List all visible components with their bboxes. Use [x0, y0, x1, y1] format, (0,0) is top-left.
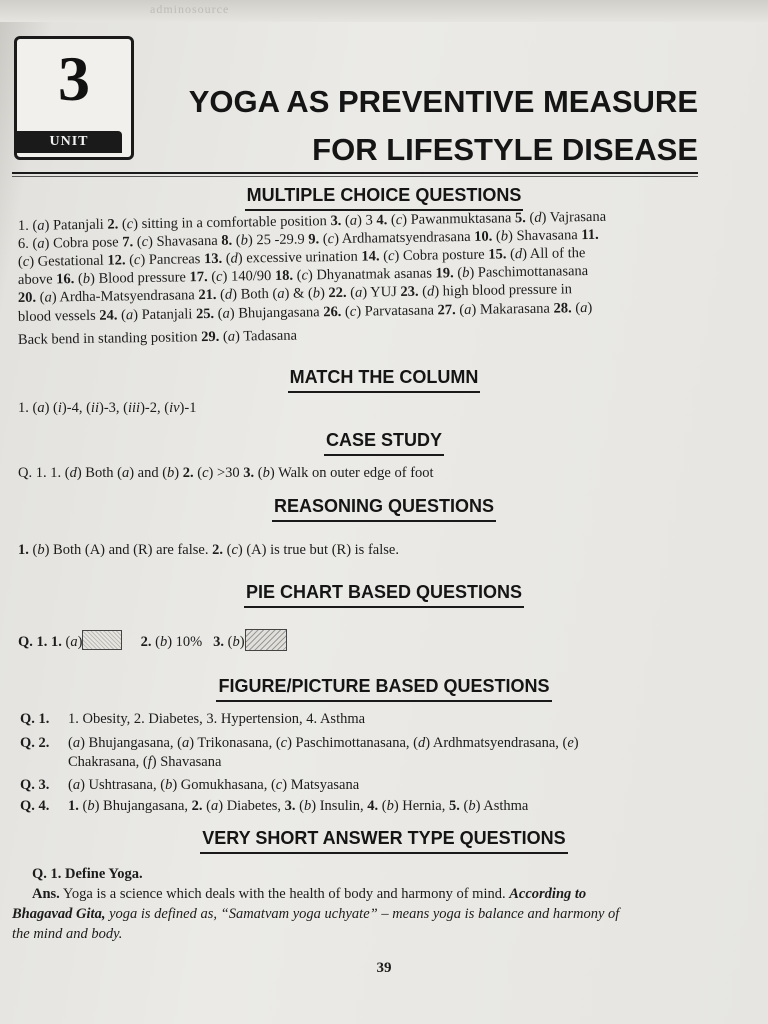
answer-fragment: 3.	[284, 798, 296, 814]
answer-fragment: (	[219, 328, 228, 345]
section-heading-figure: FIGURE/PICTURE BASED QUESTIONS	[0, 676, 768, 702]
answer-fragment: ii	[90, 400, 99, 416]
answer-fragment: ) high blood pressure in	[434, 281, 573, 300]
answer-fragment: d	[417, 735, 426, 751]
answer-fragment: a	[580, 300, 588, 317]
answer-fragment: 1. Obesity, 2. Diabetes, 3. Hypertension, 4. Asthma	[68, 711, 366, 727]
answer-fragment: b	[165, 777, 173, 793]
answer-fragment: b	[386, 798, 394, 814]
answer-fragment: b	[468, 798, 476, 814]
answer-fragment: 17.	[189, 269, 208, 286]
match-answers	[18, 400, 196, 417]
answer-fragment: 1. (	[18, 400, 38, 416]
unit-number: 3	[58, 43, 90, 114]
answer-fragment: 2.	[212, 542, 223, 558]
answer-fragment: a	[222, 305, 230, 322]
answer-fragment: ) Bhujangasana,	[94, 798, 192, 814]
vsa-answer-line-1: Ans. Yoga is a science which deals with the health of body and harmony of mind. According to	[32, 886, 587, 902]
answer-fragment: (	[459, 798, 469, 814]
section-heading-vsa: VERY SHORT ANSWER TYPE QUESTIONS	[0, 828, 768, 854]
answer-fragment: b	[87, 798, 95, 814]
answer-fragment: b	[462, 264, 470, 282]
title-rule	[12, 172, 698, 174]
answer-fragment: c	[387, 248, 395, 265]
answer-fragment: (	[453, 265, 463, 282]
answer-fragment: d	[224, 286, 233, 303]
answer-fragment: a	[181, 735, 190, 751]
answer-fragment: d	[534, 209, 542, 226]
figure-question-number: Q. 2.	[20, 735, 50, 751]
answer-fragment: a	[72, 777, 81, 793]
answer-fragment: 16.	[56, 271, 75, 288]
figure-answer-line	[68, 711, 365, 728]
answer-fragment: ) All of the	[522, 245, 586, 263]
answer-fragment: 28.	[553, 300, 572, 317]
answer-fragment: blood vessels	[17, 307, 100, 325]
answer-fragment: ) Bhujangasana, (	[80, 735, 182, 751]
answer-fragment: 19.	[435, 265, 454, 282]
answer-fragment: )	[587, 299, 593, 317]
answer-fragment: (	[319, 231, 328, 248]
mcq-line	[18, 328, 297, 349]
answer-fragment: ) Shavasana	[147, 232, 222, 250]
answer-fragment: ) Gomukhasana, (	[172, 777, 276, 793]
vsa-question-1: Q. 1. Define Yoga.	[32, 866, 143, 882]
answer-fragment: 22.	[328, 284, 347, 302]
answer-fragment: (	[506, 246, 516, 263]
answer-fragment: )-4, (	[61, 400, 91, 416]
vsa-answer-line-3: the mind and body.	[12, 926, 123, 942]
answer-fragment: (	[207, 268, 217, 286]
figure-question-number: Q. 1.	[20, 711, 50, 727]
answer-fragment: ) Pawanmuktasana	[402, 210, 516, 228]
answer-fragment: a	[349, 212, 358, 229]
answer-fragment: c	[349, 303, 357, 320]
answer-fragment: b	[37, 542, 45, 558]
answer-fragment: )-2, (	[140, 400, 170, 416]
answer-fragment: ) Patanjali	[133, 306, 197, 324]
answer-fragment: (	[213, 305, 223, 322]
answer-fragment: above	[17, 271, 57, 288]
answer-fragment: f	[147, 754, 152, 770]
answer-fragment: )	[174, 465, 183, 481]
answer-fragment: (	[379, 248, 389, 265]
answer-fragment: 23.	[400, 283, 419, 300]
answer-fragment: ) (	[44, 400, 58, 416]
answer-fragment: ) and (	[129, 465, 168, 481]
answer-fragment: 13.	[203, 250, 223, 268]
answer-fragment: ) Tadasana	[234, 327, 298, 345]
answer-fragment: 18.	[274, 267, 294, 284]
answer-fragment: Chakrasana, (	[68, 754, 148, 770]
answer-fragment: 8.	[221, 232, 233, 249]
answer-fragment: 2.	[182, 465, 194, 481]
answer-fragment: ) Hernia,	[393, 798, 449, 814]
answer-fragment: ) Insulin,	[311, 798, 368, 814]
answer-fragment: b	[167, 465, 175, 481]
answer-fragment: ) Cobra pose	[44, 234, 123, 252]
answer-fragment: (	[133, 234, 142, 251]
answer-fragment: a	[277, 285, 285, 302]
answer-fragment: ) Matsyasana	[282, 777, 360, 793]
unit-badge	[14, 36, 134, 160]
answer-fragment: (	[193, 465, 203, 481]
answer-fragment: b	[240, 232, 249, 249]
reasoning-answers	[18, 542, 399, 559]
answer-fragment: 14.	[361, 248, 380, 265]
answer-fragment: 4.	[376, 212, 388, 229]
answer-fragment: (	[341, 212, 350, 229]
answer-fragment: c	[280, 735, 288, 751]
answer-fragment: ) Dhyanatmak asanas	[307, 265, 436, 284]
answer-fragment: d	[426, 283, 435, 300]
answer-fragment: (	[74, 270, 83, 288]
answer-fragment: 7.	[122, 234, 134, 251]
answer-fragment: 29.	[201, 328, 220, 346]
answer-fragment: 5.	[514, 210, 526, 227]
section-heading-pie-chart: PIE CHART BASED QUESTIONS	[0, 582, 768, 608]
answer-fragment: Q. 1. 1.	[18, 465, 62, 481]
answer-fragment: 15.	[488, 246, 507, 263]
answer-fragment: (	[346, 284, 356, 301]
answer-fragment: (	[492, 228, 501, 245]
vsa-answer-line-2: Bhagavad Gita, yoga is defined as, “Samatvam yoga uchyate” – means yoga is balance and harmony of	[12, 906, 620, 922]
answer-fragment: c	[301, 267, 309, 284]
figure-question-number: Q. 3.	[20, 777, 50, 793]
answer-fragment: a	[37, 235, 45, 252]
figure-answer-line	[68, 798, 528, 815]
answer-fragment: 4.	[367, 798, 379, 814]
answer-fragment: 21.	[198, 286, 217, 304]
pie-chart-answers: Q. 1. 1. (a) 2. (b) 10% 3. (b)	[18, 629, 287, 651]
answer-fragment: ) Makarasana	[471, 300, 554, 318]
answer-fragment: (	[418, 283, 428, 300]
answer-fragment: (	[222, 250, 231, 267]
answer-fragment: ) Diabetes,	[218, 798, 285, 814]
answer-fragment: c	[22, 253, 30, 270]
answer-fragment: a	[464, 301, 472, 318]
answer-fragment: ) Asthma	[475, 798, 529, 814]
answer-fragment: (	[35, 289, 45, 306]
answer-fragment: (	[525, 209, 535, 227]
answer-fragment: a	[121, 465, 130, 481]
answer-fragment: a	[125, 307, 134, 324]
answer-fragment: 1.	[68, 798, 79, 814]
answer-fragment: ) Shavasana	[507, 227, 582, 245]
answer-fragment: (	[571, 300, 581, 317]
answer-fragment: ) Ardhamatsyendrasana	[333, 228, 475, 248]
answer-fragment: (	[78, 798, 88, 814]
answer-fragment: 25.	[195, 305, 215, 323]
answer-fragment: ) 3	[356, 212, 377, 229]
answer-fragment: 24.	[99, 307, 118, 324]
answer-fragment: 1.	[18, 542, 29, 558]
answer-fragment: c	[395, 211, 403, 229]
answer-fragment: (	[455, 301, 465, 319]
answer-fragment: (	[202, 798, 211, 814]
answer-fragment: ) >30	[208, 465, 244, 481]
answer-fragment: (	[118, 216, 127, 233]
answer-fragment: a	[44, 289, 52, 306]
answer-fragment: (	[61, 465, 70, 481]
section-heading-case-study: CASE STUDY	[0, 430, 768, 456]
answer-fragment: ) Blood pressure	[89, 269, 190, 287]
answer-fragment: iv	[169, 400, 180, 416]
answer-fragment: 12.	[107, 252, 126, 269]
answer-fragment: a	[72, 735, 81, 751]
answer-fragment: (	[232, 232, 241, 249]
answer-fragment: b	[312, 285, 321, 302]
answer-fragment: i	[57, 400, 62, 416]
title-rule-thin	[12, 176, 698, 177]
answer-fragment: e	[567, 735, 574, 751]
answer-fragment: ) Both (	[232, 285, 278, 303]
answer-fragment: d	[230, 250, 238, 267]
answer-fragment: (	[68, 777, 73, 793]
case-study-answers	[18, 465, 434, 482]
answer-fragment: ) Ardhmatsyendrasana, (	[425, 735, 568, 751]
answer-fragment: (	[17, 253, 23, 270]
pie-pattern-swatch-b	[245, 629, 287, 651]
answer-fragment: (	[117, 307, 127, 324]
answer-fragment: b	[500, 228, 509, 245]
answer-fragment: ) Paschimottanasana, (	[287, 735, 418, 751]
answer-fragment: (	[295, 798, 305, 814]
answer-fragment: (	[125, 252, 135, 269]
answer-fragment: c	[275, 777, 283, 793]
answer-fragment: 20.	[17, 289, 37, 306]
answer-fragment: (	[387, 212, 396, 229]
answer-fragment: ) 140/90	[222, 267, 276, 285]
answer-fragment: a	[210, 798, 219, 814]
answer-fragment: d	[69, 465, 77, 481]
answer-fragment: ) Ushtrasana, (	[80, 777, 166, 793]
answer-fragment: (	[378, 798, 387, 814]
answer-fragment: ) Parvatasana	[356, 302, 438, 320]
answer-fragment: ) Patanjali	[44, 216, 108, 234]
answer-fragment: 1. (	[17, 217, 38, 234]
answer-fragment: ) Trikonasana, (	[189, 735, 281, 751]
answer-fragment: ) YUJ	[362, 283, 401, 301]
answer-fragment: ) Vajrasana	[541, 208, 607, 226]
figure-answer-line	[68, 754, 221, 771]
answer-fragment: a	[37, 217, 45, 234]
answer-fragment: 2.	[191, 798, 203, 814]
answer-fragment: ) Paschimottanasana	[469, 263, 589, 281]
answer-fragment: 3.	[330, 212, 342, 230]
top-strip-text: adminosource	[150, 2, 230, 16]
figure-question-number: Q. 4.	[20, 798, 50, 814]
chapter-title-line-1: YOGA AS PREVENTIVE MEASURE	[188, 84, 698, 119]
answer-fragment: (	[341, 303, 350, 320]
answer-fragment: ) sitting in a comfortable position	[133, 213, 331, 233]
figure-answer-line	[68, 777, 359, 794]
answer-fragment: (	[68, 735, 73, 751]
chapter-title-line-2: FOR LIFESTYLE DISEASE	[312, 132, 698, 167]
answer-fragment: (	[216, 286, 226, 303]
answer-fragment: b	[262, 465, 270, 481]
answer-fragment: a	[354, 284, 363, 301]
unit-label: UNIT	[16, 131, 122, 153]
answer-fragment: (	[292, 267, 302, 284]
answer-fragment: )-3, (	[98, 400, 128, 416]
answer-fragment: 11.	[581, 226, 599, 244]
answer-fragment: d	[514, 246, 523, 263]
section-heading-match: MATCH THE COLUMN	[0, 367, 768, 393]
answer-fragment: ) & (	[284, 285, 313, 302]
answer-fragment: c	[231, 542, 238, 558]
answer-fragment: ) Both (	[76, 465, 122, 481]
answer-fragment: 2.	[107, 216, 119, 233]
answer-fragment: c	[126, 216, 134, 233]
pie-q-prefix: Q. 1. 1.	[18, 634, 62, 650]
answer-fragment: c	[327, 231, 335, 248]
answer-fragment: c	[141, 233, 149, 251]
section-heading-reasoning: REASONING QUESTIONS	[0, 496, 768, 522]
answer-fragment: a	[227, 328, 236, 345]
pie-pattern-swatch-a	[82, 630, 122, 650]
answer-fragment: ) Gestational	[29, 252, 108, 270]
answer-fragment: iii	[127, 400, 141, 416]
answer-fragment: (	[222, 542, 232, 558]
answer-fragment: ) Pancreas	[140, 251, 205, 269]
answer-fragment: ) Ardha-Matsyendrasana	[51, 287, 199, 306]
answer-fragment: 26.	[323, 303, 342, 321]
page-number: 39	[376, 960, 392, 976]
previous-page-strip	[0, 0, 768, 22]
answer-fragment: c	[133, 252, 141, 269]
answer-fragment: 9.	[308, 231, 320, 248]
answer-fragment: c	[215, 268, 223, 285]
answer-fragment: b	[304, 798, 312, 814]
answer-fragment: ) Shavasana	[151, 754, 222, 770]
answer-fragment: ) 25 -29.9	[247, 231, 309, 249]
answer-fragment: ) Bhujangasana	[229, 304, 324, 322]
answer-fragment: ) Walk on outer edge of foot	[269, 465, 434, 481]
answer-fragment: Back bend in standing position	[17, 329, 202, 348]
answer-fragment: (	[28, 542, 38, 558]
answer-fragment: 27.	[437, 302, 456, 319]
answer-fragment: )	[319, 285, 329, 302]
answer-fragment: 6. (	[17, 235, 38, 252]
answer-fragment: 3.	[243, 465, 255, 481]
section-heading-mcq: MULTIPLE CHOICE QUESTIONS	[0, 185, 768, 211]
answer-fragment: )	[573, 735, 579, 751]
answer-fragment: a	[37, 400, 45, 416]
answer-fragment: b	[82, 270, 91, 287]
answer-fragment: (	[254, 465, 263, 481]
answer-fragment: c	[202, 465, 209, 481]
answer-fragment: 10.	[474, 228, 493, 245]
answer-fragment: )-1	[179, 400, 197, 416]
figure-answer-line	[68, 735, 579, 752]
answer-fragment: 5.	[449, 798, 460, 814]
answer-fragment: ) Both (A) and (R) are false.	[44, 542, 213, 558]
answer-fragment: ) Cobra posture	[394, 246, 489, 265]
answer-fragment: ) (A) is true but (R) is false.	[237, 542, 399, 558]
answer-fragment: ) excessive urination	[237, 248, 362, 267]
